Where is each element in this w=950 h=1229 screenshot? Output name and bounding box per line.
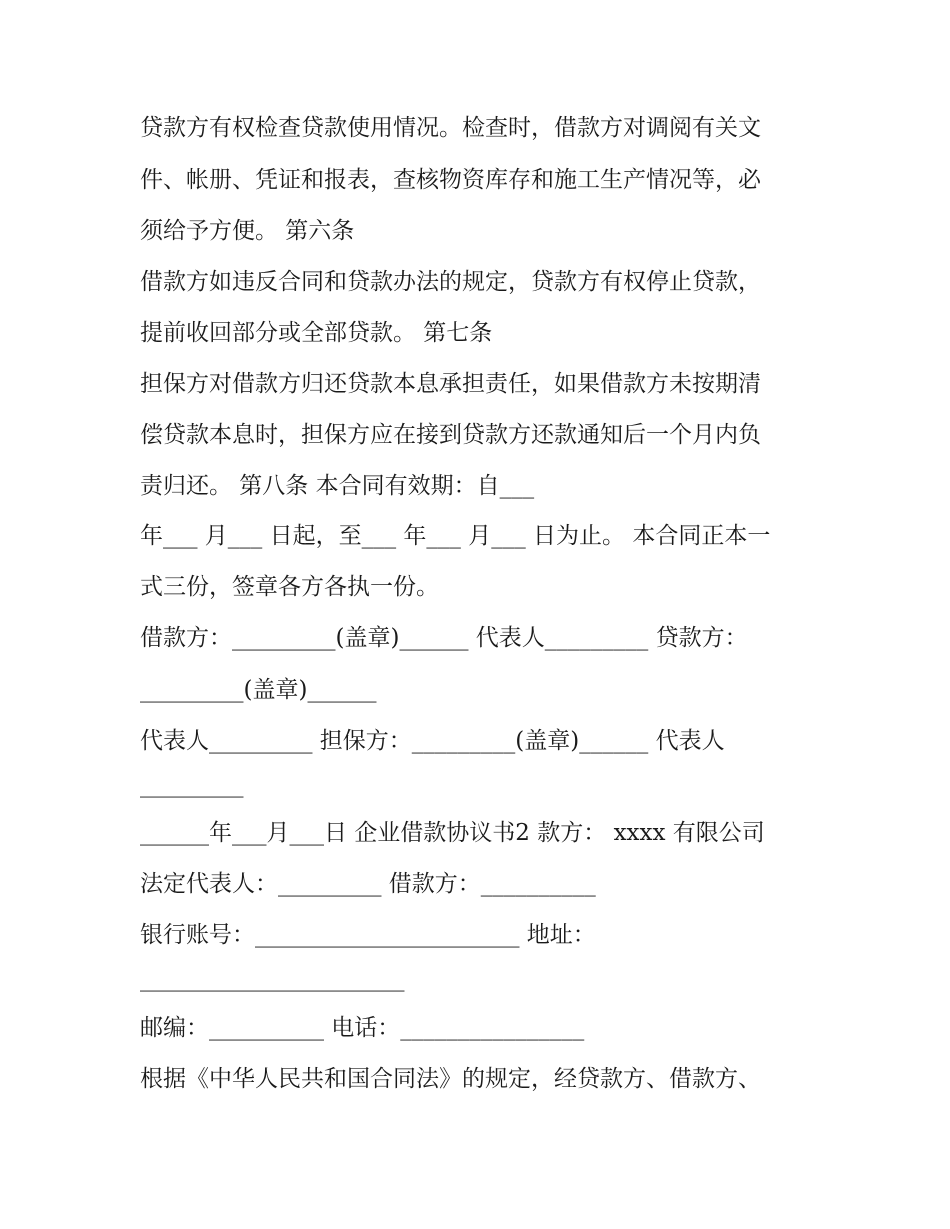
- text-line: 偿贷款本息时，担保方应在接到贷款方还款通知后一个月内负: [140, 422, 761, 448]
- text-line: 代表人_________ 担保方：_________(盖章)______ 代表人: [140, 728, 725, 754]
- text-line: 邮编：__________ 电话：________________: [140, 1015, 585, 1041]
- text-line: ______年___月___日 企业借款协议书2 款方： xxxx 有限公司: [140, 820, 765, 846]
- text-line: 银行账号：_______________________ 地址：: [140, 922, 596, 948]
- text-line: _________(盖章)______: [140, 677, 377, 703]
- text-line: 提前收回部分或全部贷款。 第七条: [140, 320, 493, 346]
- text-line: _______________________: [140, 966, 405, 992]
- text-line: 法定代表人：_________ 借款方：__________: [140, 871, 596, 897]
- text-line: _________: [140, 772, 244, 798]
- text-line: 借款方：_________(盖章)______ 代表人_________ 贷款方：: [140, 625, 748, 651]
- text-line: 贷款方有权检查贷款使用情况。检查时，借款方对调阅有关文: [140, 115, 761, 141]
- text-line: 件、帐册、凭证和报表，查核物资库存和施工生产情况等，必: [140, 167, 761, 193]
- text-line: 须给予方便。 第六条: [140, 218, 355, 244]
- text-line: 年___ 月___ 日起，至___ 年___ 月___ 日为止。 本合同正本一: [140, 523, 771, 549]
- text-line: 担保方对借款方归还贷款本息承担责任，如果借款方未按期清: [140, 371, 761, 397]
- text-line: 根据《中华人民共和国合同法》的规定，经贷款方、借款方、: [140, 1066, 761, 1092]
- text-line: 借款方如违反合同和贷款办法的规定，贷款方有权停止贷款，: [140, 269, 761, 295]
- text-line: 责归还。 第八条 本合同有效期：自___: [140, 473, 535, 499]
- text-line: 式三份，签章各方各执一份。: [140, 574, 439, 600]
